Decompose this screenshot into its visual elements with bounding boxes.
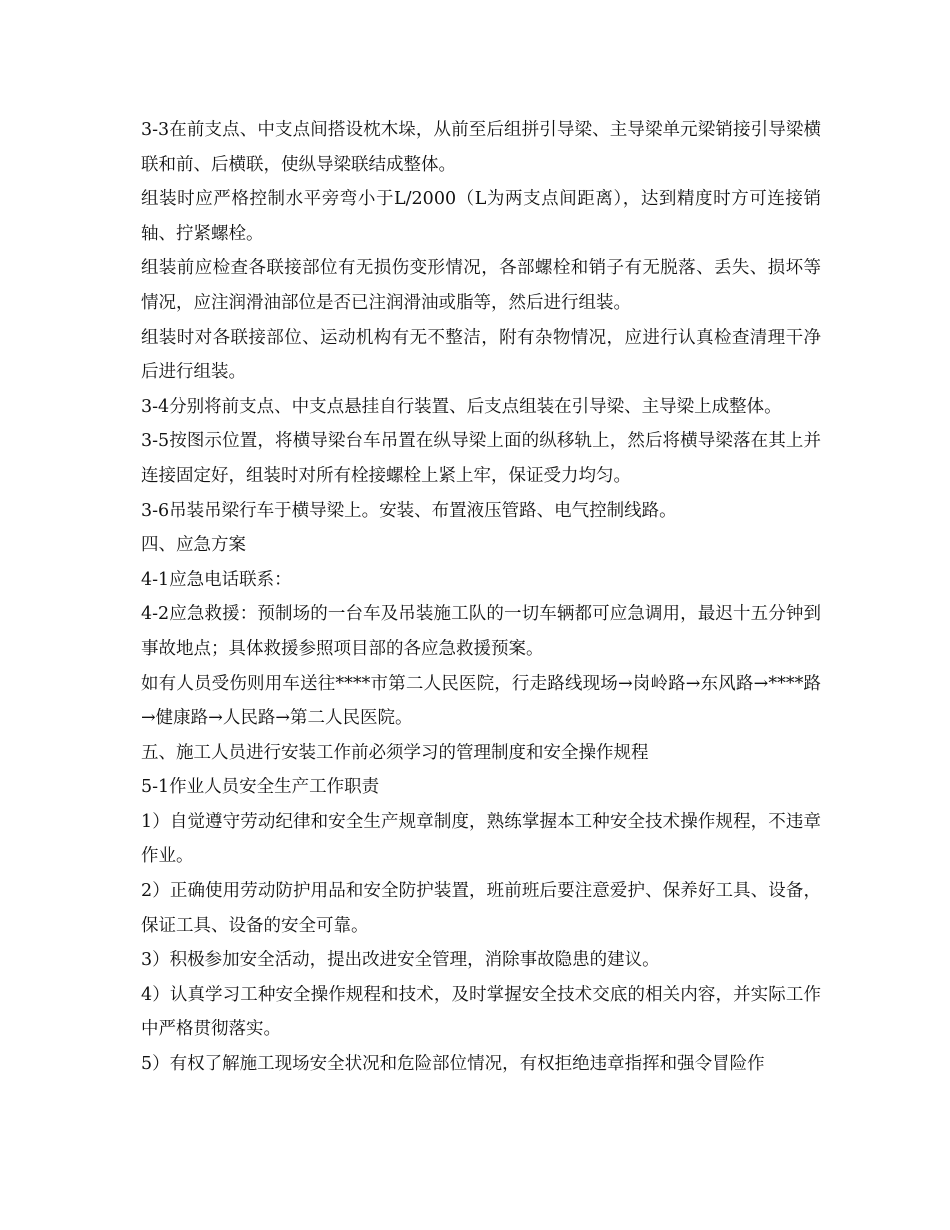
list-item-3: 3）积极参加安全活动，提出改进安全管理，消除事故隐患的建议。 [141,950,660,971]
paragraph-assembly-tolerance: 组装时应严格控制水平旁弯小于L/2000（L为两支点间距离），达到精度时方可连接销轴、拧紧螺栓。 [141,189,821,244]
list-item-4: 4）认真学习工种安全操作规程和技术，及时掌握安全技术交底的相关内容，并实际工作中严格贯彻落实。 [141,984,821,1040]
paragraph-4-1: 4-1应急电话联系： [141,569,292,590]
section-heading-emergency: 四、应急方案 [141,535,246,556]
paragraph-3-5: 3-5按图示位置，将横导梁台车吊置在纵导梁上面的纵移轨上，然后将横导梁落在其上并连接固定好，组装时对所有栓接螺栓上紧上牢，保证受力均匀。 [141,431,821,486]
paragraph-assembly-cleaning: 组装时对各联接部位、运动机构有无不整洁，附有杂物情况，应进行认真检查清理干净后进行组装。 [141,327,821,383]
section-heading-regulations: 五、施工人员进行安装工作前必须学习的管理制度和安全操作规程 [141,742,649,763]
paragraph-3-3: 3-3在前支点、中支点间搭设枕木垛，从前至后组拼引导梁、主导梁单元梁销接引导梁横联和前、后横联，使纵导梁联结成整体。 [141,120,821,175]
paragraph-3-4: 3-4分别将前支点、中支点悬挂自行装置、后支点组装在引导梁、主导梁上成整体。 [141,396,782,417]
paragraph-pre-assembly-check: 组装前应检查各联接部位有无损伤变形情况，各部螺栓和销子有无脱落、丢失、损坏等情况，应注润滑油部位是否已注润滑油或脂等，然后进行组装。 [141,258,821,313]
list-item-5: 5）有权了解施工现场安全状况和危险部位情况，有权拒绝违章指挥和强令冒险作 [141,1054,765,1075]
paragraph-5-1: 5-1作业人员安全生产工作职责 [141,777,380,798]
paragraph-3-6: 3-6吊装吊梁行车于横导梁上。安装、布置液压管路、电气控制线路。 [141,500,677,521]
list-item-2: 2）正确使用劳动防护用品和安全防护装置，班前班后要注意爱护、保养好工具、设备，保证工具、设备的安全可靠。 [141,881,821,936]
paragraph-4-2: 4-2应急救援：预制场的一台车及吊装施工队的一切车辆都可应急调用，最迟十五分钟到事故地点；具体救援参照项目部的各应急救援预案。 [141,604,821,659]
list-item-1: 1）自觉遵守劳动纪律和安全生产规章制度，熟练掌握本工种安全技术操作规程，不违章作业。 [141,811,821,867]
document-body [141,113,821,1082]
paragraph-hospital-route: 如有人员受伤则用车送往****市第二人民医院，行走路线现场→岗岭路→东风路→****路→健康路→人民路→第二人民医院。 [141,673,821,729]
